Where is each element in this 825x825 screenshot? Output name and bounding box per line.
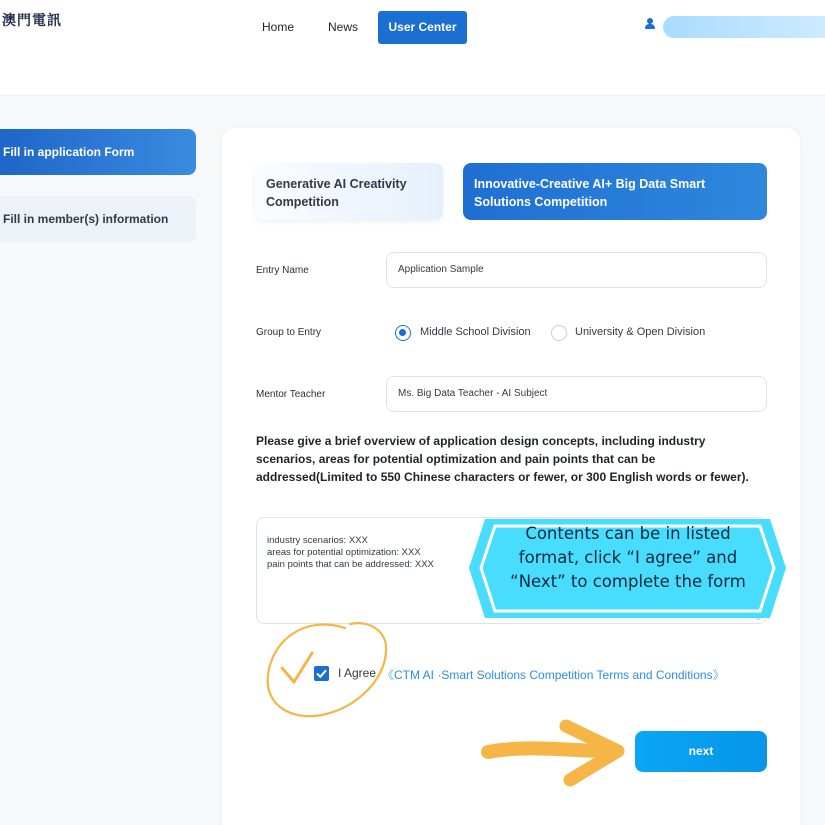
tab-generative-ai[interactable]: Generative AI Creativity Competition [255,163,443,220]
entry-name-label: Entry Name [256,265,309,276]
radio-university-open[interactable] [551,325,567,341]
radio-middle-school-label[interactable]: Middle School Division [420,326,531,338]
radio-middle-school[interactable] [395,325,411,341]
overview-line: areas for potential optimization: XXX [267,547,421,558]
callout-text: Contents can be in listed format, click “I agree” and “Next” to complete the form [510,524,746,591]
sub-header-bar [0,60,825,96]
top-header [0,0,825,60]
check-icon [314,666,329,681]
agree-label[interactable]: I Agree [338,666,377,680]
sidebar-item-member-info[interactable]: Fill in member(s) information [0,196,196,242]
overview-line: industry scenarios: XXX [267,535,368,546]
overview-line: pain points that can be addressed: XXX [267,559,434,570]
overview-question: Please give a brief overview of application design concepts, including industry scenarios, areas for potential optimization and pain points that can be addressed(Limited to 550 Chinese characters or fewer, or 300 English words or fewer). [256,434,749,484]
nav-news[interactable]: News [328,20,359,34]
sidebar-item-application-form[interactable]: Fill in application Form [0,129,196,175]
group-label: Group to Entry [256,327,322,338]
nav-user-center[interactable]: User Center [378,11,467,44]
agree-checkbox[interactable] [314,666,329,681]
user-icon[interactable] [645,18,655,30]
terms-link[interactable]: 《CTM AI ·Smart Solutions Competition Terms and Conditions》 [382,668,725,682]
radio-university-open-label[interactable]: University & Open Division [575,326,706,338]
mentor-label: Mentor Teacher [256,389,326,400]
brand-logo[interactable]: 澳門電訊 [2,13,62,29]
user-name-redacted[interactable] [663,16,825,38]
mentor-field[interactable]: Ms. Big Data Teacher - AI Subject [386,376,767,412]
nav-home[interactable]: Home [262,20,295,34]
tab-big-data-smart-solutions[interactable]: Innovative-Creative AI+ Big Data Smart Solutions Competition [463,163,767,220]
entry-name-field[interactable]: Application Sample [386,252,767,288]
next-button[interactable]: next [635,731,767,772]
